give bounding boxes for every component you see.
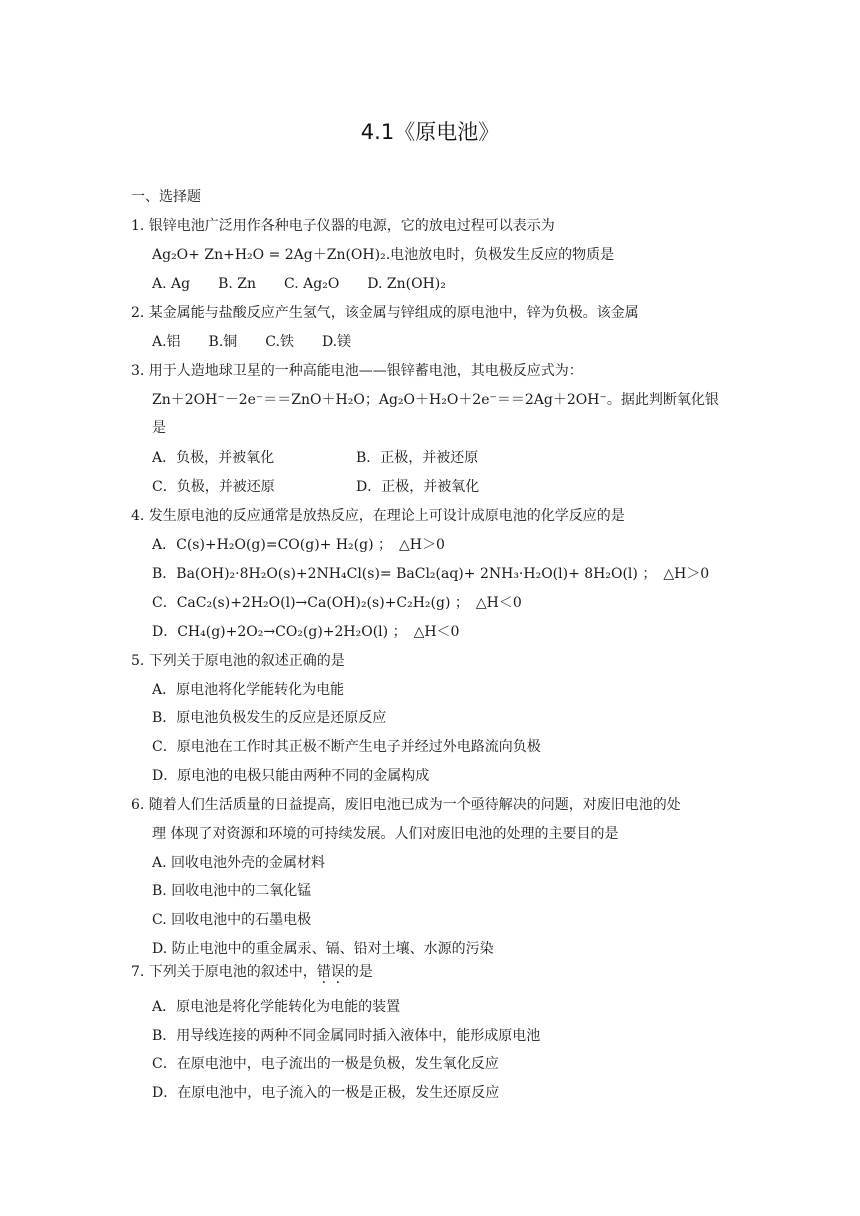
question-7-option-d: D．在原电池中，电子流入的一极是正极，发生还原反应 [152, 1085, 500, 1101]
question-1-options: A. Ag B. Zn C. Ag₂O D. Zn(OH)₂ [152, 276, 446, 292]
question-3-stem: 3. 用于人造地球卫星的一种高能电池——银锌蓄电池，其电极反应式为： [131, 363, 583, 379]
question-7-stem-suffix: 的是 [344, 964, 373, 980]
question-7-stem-prefix: 7. 下列关于原电池的叙述中， [131, 964, 317, 980]
question-4-option-b: B．Ba(OH)₂·8H₂O(s)+2NH₄Cl(s)= BaCl₂(aq)+ 2NH₃·H₂O(l)+ 8H₂O(l) ； △H＞0 [152, 566, 710, 582]
question-6-stem-continued: 理 体现了对资源和环境的可持续发展。人们对废旧电池的处理的主要目的是 [152, 826, 619, 842]
question-3-option-b: B．正极，并被还原 [356, 450, 479, 466]
emphasis-char-1: 错 [316, 964, 331, 980]
question-4-option-c: C．CaC₂(s)+2H₂O(l)→Ca(OH)₂(s)+C₂H₂(g) ； △H＜0 [152, 595, 522, 611]
question-6-option-a: A. 回收电池外壳的金属材料 [152, 855, 326, 871]
question-7-option-a: A．原电池是将化学能转化为电能的装置 [152, 999, 401, 1015]
question-4-option-d: D．CH₄(g)+2O₂→CO₂(g)+2H₂O(l) ； △H＜0 [152, 624, 460, 640]
document-title: 4.1《原电池》 [360, 120, 500, 144]
question-3-option-d: D．正极，并被氧化 [356, 479, 480, 495]
question-3-option-c: C．负极，并被还原 [152, 479, 275, 495]
question-6-stem: 6. 随着人们生活质量的日益提高，废旧电池已成为一个亟待解决的问题，对废旧电池的处 [131, 797, 681, 813]
question-5-option-a: A．原电池将化学能转化为电能 [152, 682, 345, 698]
question-2-stem: 2. 某金属能与盐酸反应产生氢气，该金属与锌组成的原电池中，锌为负极。该金属 [131, 305, 639, 321]
question-5-option-b: B．原电池负极发生的反应是还原反应 [152, 710, 387, 726]
question-7-option-c: C．在原电池中，电子流出的一极是负极，发生氧化反应 [152, 1056, 499, 1072]
question-3-option-a: A．负极，并被氧化 [152, 450, 275, 466]
section-heading: 一、选择题 [131, 189, 201, 205]
question-4-option-a: A．C(s)+H₂O(g)=CO(g)+ H₂(g) ； △H＞0 [152, 537, 445, 553]
question-6-option-c: C. 回收电池中的石墨电极 [152, 912, 312, 928]
question-6-option-b: B. 回收电池中的二氧化锰 [152, 883, 312, 899]
question-5-option-c: C．原电池在工作时其正极不断产生电子并经过外电路流向负极 [152, 739, 541, 755]
question-6-option-d: D. 防止电池中的重金属汞、镉、铅对土壤、水源的污染 [152, 941, 494, 957]
question-7-option-b: B．用导线连接的两种不同金属同时插入液体中，能形成原电池 [152, 1028, 541, 1044]
question-7-stem [131, 962, 373, 982]
question-3-stem-continued: 是 [152, 420, 166, 436]
question-1-equation: Ag₂O+ Zn+H₂O = 2Ag＋Zn(OH)₂.电池放电时，负极发生反应的物质是 [152, 247, 615, 263]
question-2-options: A.铝 B.铜 C.铁 D.镁 [152, 334, 352, 350]
question-5-option-d: D．原电池的电极只能由两种不同的金属构成 [152, 768, 430, 784]
question-4-stem: 4. 发生原电池的反应通常是放热反应，在理论上可设计成原电池的化学反应的是 [131, 508, 625, 524]
question-5-stem: 5. 下列关于原电池的叙述正确的是 [131, 653, 345, 669]
question-1-stem: 1. 银锌电池广泛用作各种电子仪器的电源，它的放电过程可以表示为 [131, 218, 555, 234]
question-3-equation: Zn＋2OH⁻－2e⁻＝＝ZnO＋H₂O；Ag₂O＋H₂O＋2e⁻＝＝2Ag＋2OH⁻。据此判断氧化银 [152, 392, 719, 408]
emphasis-char-2: 误 [330, 964, 345, 980]
